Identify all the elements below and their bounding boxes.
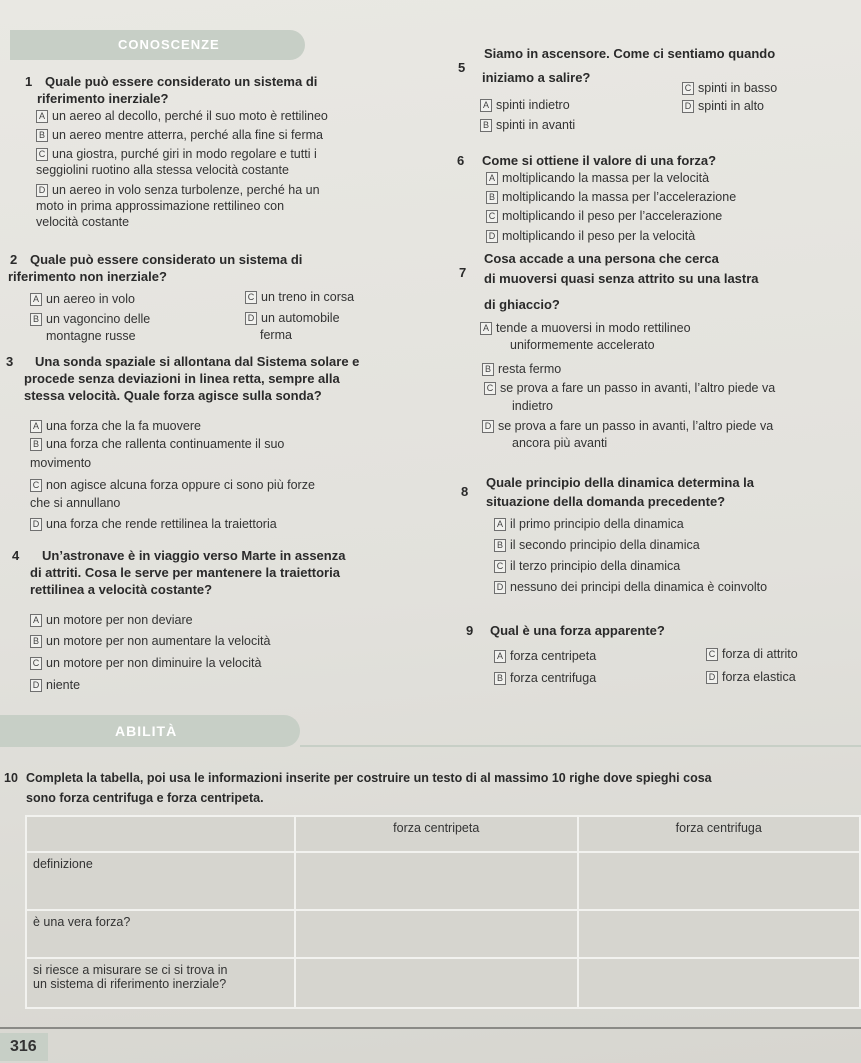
option-4a[interactable] [30, 612, 193, 628]
option-text-continued: moto in prima approssimazione rettilineo con [36, 199, 285, 213]
question-text-line: sono forza centrifuga e forza centripeta. [26, 791, 264, 805]
answer-cell[interactable] [578, 910, 861, 958]
question-number: 3 [6, 354, 14, 369]
option-letter: C [245, 291, 257, 304]
option-2a[interactable] [30, 291, 135, 307]
option-text: un aereo mentre atterra, perché alla fine si ferma [52, 128, 323, 142]
question-text-line: riferimento non inerziale? [8, 269, 167, 284]
option-text: una forza che la fa muovere [46, 419, 201, 433]
option-1b[interactable] [36, 127, 323, 143]
option-text-continued: ancora più avanti [512, 436, 608, 450]
option-4d[interactable] [30, 677, 80, 693]
option-8b[interactable] [494, 537, 700, 553]
option-3c[interactable] [30, 477, 315, 493]
option-letter: C [30, 479, 42, 492]
question-text-line: situazione della domanda precedente? [486, 494, 726, 509]
option-text: il primo principio della dinamica [510, 517, 684, 531]
question-number: 9 [466, 623, 474, 638]
option-letter: B [480, 119, 492, 132]
option-letter: A [486, 172, 498, 185]
option-text: spinti in alto [698, 99, 765, 113]
option-4c[interactable] [30, 655, 261, 671]
answer-cell[interactable] [295, 910, 578, 958]
answer-cell[interactable] [578, 958, 861, 1008]
option-letter: D [30, 679, 42, 692]
question-text-line: riferimento inerziale? [37, 91, 169, 106]
option-letter: D [36, 184, 48, 197]
question-text-line: Qual è una forza apparente? [490, 623, 665, 638]
option-7b[interactable] [482, 361, 561, 377]
option-letter: D [706, 671, 718, 684]
section-divider [300, 745, 861, 747]
question-number: 2 [10, 252, 18, 267]
option-letter: A [30, 614, 42, 627]
option-letter: C [682, 82, 694, 95]
option-text-continued: indietro [512, 399, 553, 413]
question-text-line: Quale può essere considerato un sistema di [45, 74, 318, 89]
option-5a[interactable] [480, 97, 570, 113]
table-header-row [26, 816, 860, 852]
option-text: spinti indietro [496, 98, 570, 112]
question-6 [457, 152, 842, 169]
option-text: niente [46, 678, 81, 692]
question-number: 1 [25, 74, 33, 89]
option-text-continued: ferma [260, 328, 292, 342]
answer-cell[interactable] [578, 852, 861, 910]
option-text: resta fermo [498, 362, 562, 376]
option-2c[interactable] [245, 289, 354, 305]
option-9d[interactable] [706, 669, 796, 685]
option-text: forza centrifuga [510, 671, 597, 685]
question-text-line: Come si ottiene il valore di una forza? [482, 153, 717, 168]
question-text-line: Un’astronave è in viaggio verso Marte in assenza [42, 548, 346, 563]
option-5c[interactable] [682, 80, 777, 96]
option-letter: B [482, 363, 494, 376]
option-1a[interactable] [36, 108, 328, 124]
option-9a[interactable] [494, 648, 596, 664]
option-letter: B [30, 635, 42, 648]
option-8c[interactable] [494, 558, 680, 574]
question-text-line: Completa la tabella, poi usa le informazioni inserite per costruire un testo di al massimo 10 righe dove spieghi cosa [26, 771, 712, 785]
question-text-line: Quale principio della dinamica determina la [486, 475, 755, 490]
option-text: se prova a fare un passo in avanti, l’altro piede va [498, 419, 774, 433]
option-text-continued: montagne russe [46, 329, 136, 343]
option-letter: B [36, 129, 48, 142]
option-letter: A [494, 650, 506, 663]
option-text: forza elastica [722, 670, 796, 684]
question-text-line: rettilinea a velocità costante? [30, 582, 213, 597]
option-letter: C [484, 382, 496, 395]
option-text: non agisce alcuna forza oppure ci sono più forze [46, 478, 315, 492]
option-text: spinti in basso [698, 81, 778, 95]
option-text: il terzo principio della dinamica [510, 559, 681, 573]
question-text-line: Cosa accade a una persona che cerca [484, 251, 719, 266]
option-7a[interactable] [480, 320, 691, 336]
option-letter: C [486, 210, 498, 223]
option-letter: A [30, 293, 42, 306]
section-banner-conoscenze: CONOSCENZE [10, 30, 305, 60]
column-header-centrifuga: forza centrifuga [578, 816, 861, 852]
option-text: una giostra, purché giri in modo regolare e tutti i [52, 147, 317, 161]
row-header-misura [26, 958, 295, 1008]
option-text: un automobile [261, 311, 340, 325]
question-text-line: di ghiaccio? [484, 297, 560, 312]
option-text: un motore per non aumentare la velocità [46, 634, 271, 648]
option-text: nessuno dei principi della dinamica è coinvolto [510, 580, 768, 594]
option-letter: A [480, 99, 492, 112]
option-3b[interactable] [30, 436, 284, 452]
option-letter: C [36, 148, 48, 161]
table-corner-cell [26, 816, 295, 852]
option-letter: C [706, 648, 718, 661]
question-text-line: Quale può essere considerato un sistema di [30, 252, 303, 267]
option-text: moltiplicando il peso per la velocità [502, 229, 696, 243]
option-letter: C [30, 657, 42, 670]
question-text-line: Siamo in ascensore. Come ci sentiamo quando [484, 46, 776, 61]
question-7 [459, 250, 854, 313]
option-3d[interactable] [30, 516, 277, 532]
option-1c[interactable] [36, 146, 317, 162]
footer-line [0, 1027, 861, 1029]
column-header-centripeta: forza centripeta [295, 816, 578, 852]
row-header-vera-forza [26, 910, 295, 958]
question-1 [25, 73, 405, 107]
option-text-continued: seggiolini ruotino alla stessa velocità costante [36, 163, 289, 177]
option-8d[interactable] [494, 579, 767, 595]
option-text: forza di attrito [722, 647, 798, 661]
option-letter: B [494, 672, 506, 685]
option-1d[interactable] [36, 182, 320, 198]
option-6a[interactable] [486, 170, 709, 186]
option-text: forza centripeta [510, 649, 597, 663]
option-letter: D [245, 312, 257, 325]
option-2b[interactable] [30, 311, 150, 327]
option-letter: B [494, 539, 506, 552]
answer-cell[interactable] [295, 852, 578, 910]
option-6b[interactable] [486, 189, 736, 205]
row-label: definizione [33, 857, 93, 871]
option-text: spinti in avanti [496, 118, 576, 132]
question-text-line: di attriti. Cosa le serve per mantenere la traiettoria [30, 565, 340, 580]
question-2 [8, 251, 390, 285]
page-number: 316 [0, 1033, 48, 1061]
option-text-continued: velocità costante [36, 215, 130, 229]
forces-table [25, 815, 861, 1009]
option-text-continued: movimento [30, 456, 92, 470]
option-text: moltiplicando la massa per l’accelerazione [502, 190, 737, 204]
option-letter: C [494, 560, 506, 573]
answer-cell[interactable] [295, 958, 578, 1008]
question-4 [12, 547, 420, 598]
option-text: il secondo principio della dinamica [510, 538, 700, 552]
option-5d[interactable] [682, 98, 764, 114]
option-letter: A [36, 110, 48, 123]
option-9b[interactable] [494, 670, 596, 686]
option-text: un motore per non deviare [46, 613, 193, 627]
question-text-line: stessa velocità. Quale forza agisce sulla sonda? [24, 388, 322, 403]
option-letter: B [30, 313, 42, 326]
option-letter: D [486, 230, 498, 243]
question-8 [461, 474, 856, 510]
row-label: è una vera forza? [33, 915, 131, 929]
option-letter: B [30, 438, 42, 451]
option-text: un aereo al decollo, perché il suo moto è rettilineo [52, 109, 328, 123]
question-9 [466, 622, 850, 639]
question-number: 10 [4, 771, 18, 785]
option-5b[interactable] [480, 117, 575, 133]
question-text-line: Una sonda spaziale si allontana dal Sistema solare e [35, 354, 360, 369]
option-text: una forza che rende rettilinea la traiettoria [46, 517, 277, 531]
question-5 [458, 45, 854, 86]
option-letter: D [30, 518, 42, 531]
option-text: una forza che rallenta continuamente il suo [46, 437, 285, 451]
row-label: un sistema di riferimento inerziale? [33, 977, 227, 991]
question-text-line: iniziamo a salire? [482, 70, 591, 85]
option-text: un vagoncino delle [46, 312, 151, 326]
option-9c[interactable] [706, 646, 798, 662]
option-6c[interactable] [486, 208, 722, 224]
section-banner-abilita: ABILITÀ [0, 715, 300, 747]
option-text: moltiplicando il peso per l’accelerazione [502, 209, 723, 223]
question-text-line: procede senza deviazioni in linea retta, sempre alla [24, 371, 340, 386]
option-8a[interactable] [494, 516, 684, 532]
option-letter: D [682, 100, 694, 113]
option-text: se prova a fare un passo in avanti, l’altro piede va [500, 381, 776, 395]
option-2d[interactable] [245, 310, 340, 326]
row-header-definizione [26, 852, 295, 910]
question-number: 4 [12, 548, 20, 563]
question-number: 7 [459, 265, 467, 280]
option-letter: B [486, 191, 498, 204]
option-text: moltiplicando la massa per la velocità [502, 171, 710, 185]
option-letter: D [494, 581, 506, 594]
option-letter: A [30, 420, 42, 433]
option-7c[interactable] [484, 380, 775, 396]
question-3 [6, 353, 404, 404]
option-text: un treno in corsa [261, 290, 355, 304]
question-number: 6 [457, 153, 465, 168]
option-3a[interactable] [30, 418, 201, 434]
table-row [26, 910, 860, 958]
question-number: 5 [458, 60, 466, 75]
option-letter: D [482, 420, 494, 433]
table-row [26, 852, 860, 910]
question-text-line: di muoversi quasi senza attrito su una lastra [484, 271, 759, 286]
option-letter: A [494, 518, 506, 531]
option-text-continued: che si annullano [30, 496, 121, 510]
option-6d[interactable] [486, 228, 695, 244]
option-text-continued: uniformemente accelerato [510, 338, 655, 352]
option-text: un aereo in volo [46, 292, 135, 306]
option-4b[interactable] [30, 633, 270, 649]
option-7d[interactable] [482, 418, 773, 434]
option-text: tende a muoversi in modo rettilineo [496, 321, 691, 335]
option-text: un motore per non diminuire la velocità [46, 656, 262, 670]
option-letter: A [480, 322, 492, 335]
question-10 [4, 770, 856, 807]
table-row [26, 958, 860, 1008]
row-label: si riesce a misurare se ci si trova in [33, 963, 228, 977]
option-text: un aereo in volo senza turbolenze, perché ha un [52, 183, 320, 197]
question-number: 8 [461, 484, 469, 499]
